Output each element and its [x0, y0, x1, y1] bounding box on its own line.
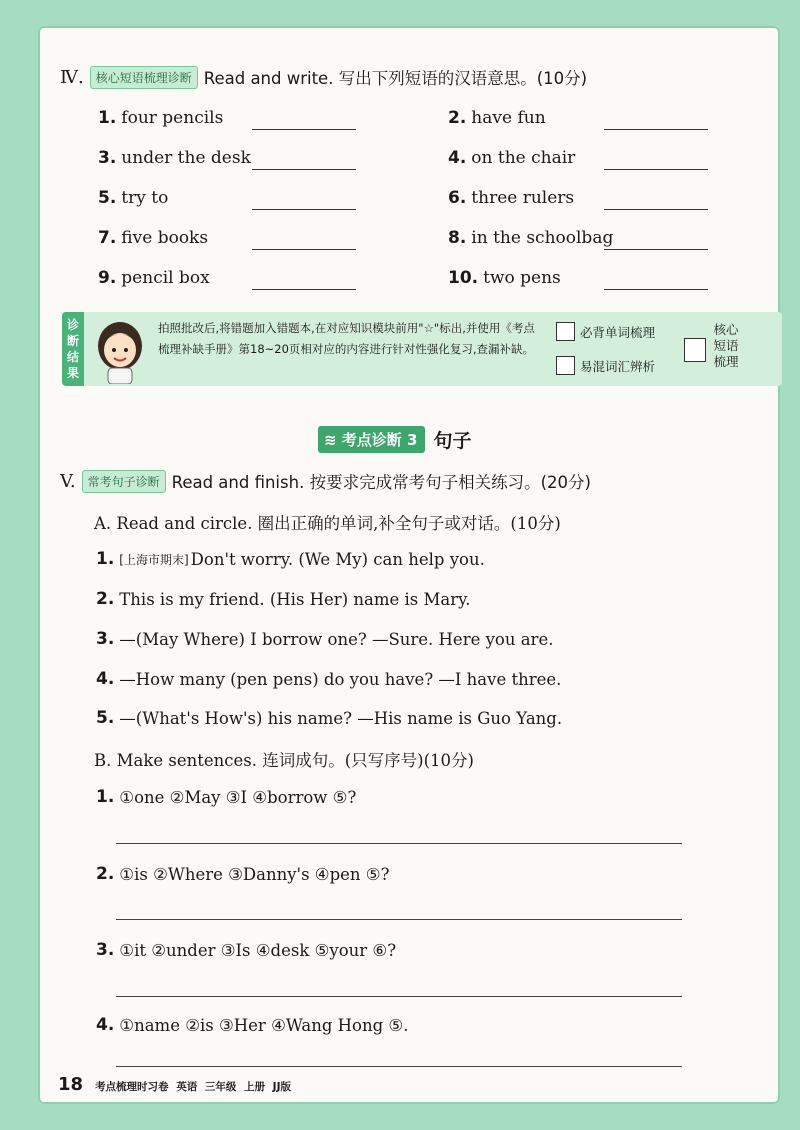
- footer-book-title: 考点梳理时习卷 英语 三年级 上册 JJ版: [95, 1081, 291, 1093]
- section-4-instruction: Read and write. 写出下列短语的汉语意思。(10分): [203, 69, 588, 88]
- sentence-item: 2. This is my friend. (His Her) name is Mary.: [96, 589, 471, 609]
- answer-blank[interactable]: [252, 209, 356, 210]
- core-phrases-label: 核心短语梳理: [713, 322, 739, 369]
- phrase-item: 4. on the chair: [448, 148, 576, 168]
- page-number: 18: [58, 1074, 84, 1095]
- phrase-item: 8. in the schoolbag: [448, 228, 614, 248]
- diagnosis-instructions: 拍照批改后,将错题加入错题本,在对应知识模块前用"☆"标出,并使用《考点梳理补缺手册》第18~20页相对应的内容进行针对性强化复习,查漏补缺。: [158, 321, 535, 356]
- checkbox-icon[interactable]: [556, 322, 575, 341]
- answer-line[interactable]: [116, 919, 682, 920]
- part-a-instruction: A. Read and circle. 圈出正确的单词,补全句子或对话。(10分): [94, 514, 561, 533]
- sentence-item: 1. [上海市期末] Don't worry. (We My) can help you.: [96, 549, 485, 569]
- checkbox-confusing-words[interactable]: 易混词汇辨析: [556, 356, 655, 375]
- sentence-item: 4. —How many (pen pens) do you have? —I have three.: [96, 669, 562, 689]
- phrase-item: 1. four pencils: [98, 108, 224, 128]
- phrase-item: 6. three rulers: [448, 188, 575, 208]
- section-3-heading: 句子: [433, 430, 472, 452]
- phrase-item: 9. pencil box: [98, 268, 210, 288]
- answer-line[interactable]: [116, 843, 682, 844]
- phrase-item: 5. try to: [98, 188, 169, 208]
- answer-blank[interactable]: [252, 129, 356, 130]
- answer-line[interactable]: [116, 1066, 682, 1067]
- checkbox-core-phrases[interactable]: [684, 338, 706, 362]
- word-order-item: 1. ①one ②May ③I ④borrow ⑤?: [96, 787, 357, 807]
- section-4-tag: 核心短语梳理诊断: [90, 66, 198, 89]
- sentence-item: 5. —(What's How's) his name? —His name is Guo Yang.: [96, 708, 563, 728]
- answer-blank[interactable]: [252, 249, 356, 250]
- answer-blank[interactable]: [252, 289, 356, 290]
- section-5-instruction: Read and finish. 按要求完成常考句子相关练习。(20分): [171, 473, 591, 492]
- section-3-title: [318, 426, 471, 453]
- answer-blank[interactable]: [604, 169, 708, 170]
- answer-blank[interactable]: [252, 169, 356, 170]
- section-4-number: Ⅳ.: [60, 66, 84, 88]
- phrase-item: 10. two pens: [448, 268, 561, 288]
- answer-blank[interactable]: [604, 129, 708, 130]
- word-order-item: 2. ①is ②Where ③Danny's ④pen ⑤?: [96, 864, 390, 884]
- checkbox-must-memorize-words[interactable]: 必背单词梳理: [556, 322, 655, 341]
- page-footer: [58, 1074, 291, 1095]
- section-4-header: [60, 62, 587, 92]
- answer-line[interactable]: [116, 996, 682, 997]
- phrase-item: 3. under the desk: [98, 148, 251, 168]
- answer-blank[interactable]: [604, 289, 708, 290]
- phrase-item: 7. five books: [98, 228, 209, 248]
- section-5-header: [60, 466, 591, 496]
- word-order-item: 3. ①it ②under ③Is ④desk ⑤your ⑥?: [96, 940, 397, 960]
- checkbox-icon[interactable]: [556, 356, 575, 375]
- section-5-number: V.: [60, 470, 76, 492]
- girl-avatar-icon: [90, 316, 150, 384]
- diagnosis-label: 诊 断 结 果: [62, 312, 84, 386]
- answer-blank[interactable]: [604, 249, 708, 250]
- word-order-item: 4. ①name ②is ③Her ④Wang Hong ⑤.: [96, 1015, 409, 1035]
- part-b-instruction: B. Make sentences. 连词成句。(只写序号)(10分): [94, 751, 474, 770]
- section-3-badge: ≋ 考点诊断 3: [318, 426, 425, 453]
- answer-blank[interactable]: [604, 209, 708, 210]
- section-5-tag: 常考句子诊断: [82, 470, 166, 493]
- sentence-item: 3. —(May Where) I borrow one? —Sure. Here you are.: [96, 629, 554, 649]
- phrase-item: 2. have fun: [448, 108, 546, 128]
